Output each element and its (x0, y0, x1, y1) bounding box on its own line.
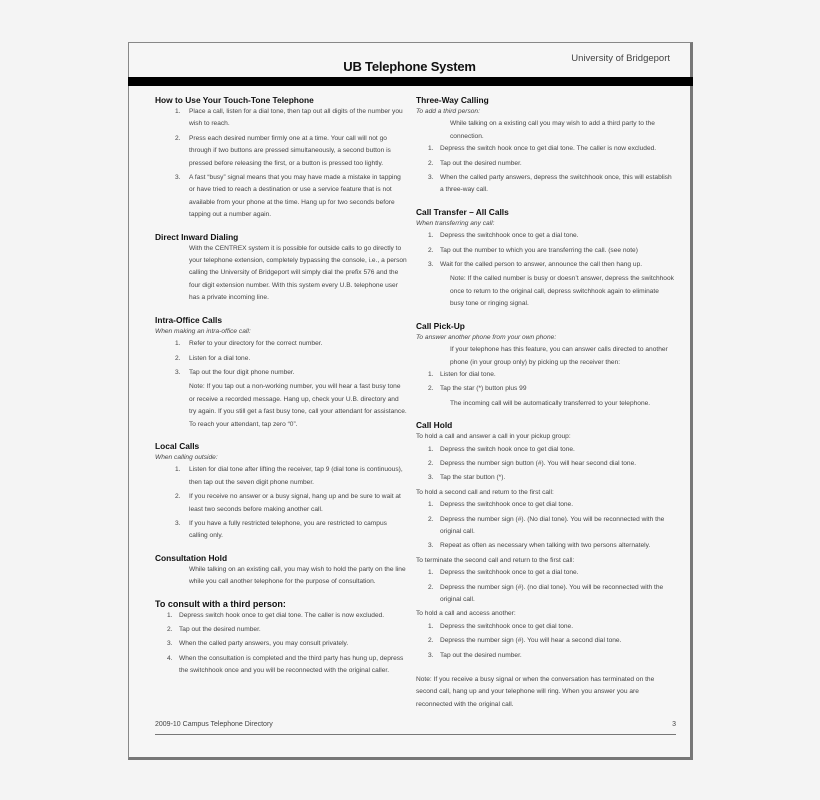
list-item (416, 635, 674, 647)
section-subheading: When calling outside: (155, 453, 218, 461)
list-item-text: Place a call, listen for a dial tone, then tap out all digits of the number you wish to reach. (189, 108, 403, 128)
list-item-text: If you have a fully restricted telephone, you are restricted to campus calling only. (189, 519, 387, 540)
section-touchtone (155, 95, 407, 222)
list-item-text: If you receive no answer or a busy signal, hang up and be sure to wait at least two seconds before making another call. (189, 493, 401, 513)
list-item (416, 540, 674, 552)
header-divider-bar (128, 77, 693, 86)
section-heading: Intra-Office Calls (155, 314, 223, 325)
list-item (416, 650, 674, 662)
list-item-number: 1. (428, 232, 434, 240)
list-item (416, 514, 674, 539)
local-calls-list (155, 464, 407, 542)
call-hold-list (416, 499, 674, 553)
section-direct-inward-dialing (155, 232, 407, 305)
list-item (155, 338, 407, 350)
list-item-number: 1. (428, 501, 434, 509)
list-item-number: 2. (428, 583, 434, 591)
list-item-text: Depress the number sign (#). (No dial tone). You will be reconnected with the original call. (440, 515, 665, 535)
call-hold-list (416, 444, 674, 485)
list-item-text: Depress the switchhook once to get dial tone. (440, 622, 574, 630)
list-item-number: 2. (428, 246, 434, 254)
section-subheading: To add a third person: (416, 108, 480, 115)
list-item-text: Depress the switchhook once to get dial tone. (440, 501, 574, 509)
list-item-number: 2. (428, 515, 434, 523)
list-item-text: Tap out the number to which you are transferring the call. (see note) (440, 246, 638, 254)
list-item-text: Depress the switch hook once to get dial tone. The caller is now excluded. (440, 145, 657, 153)
list-item (155, 638, 407, 650)
list-item (416, 444, 674, 456)
section-heading: Consultation Hold (155, 552, 228, 563)
list-item (416, 582, 674, 607)
list-item-text: Depress the number sign (#). (no dial tone). You will be reconnected with the original call. (440, 583, 664, 603)
footer-directory-title: 2009-10 Campus Telephone Directory (155, 721, 273, 728)
list-item-number: 1. (167, 611, 173, 619)
list-item-number: 1. (428, 370, 434, 378)
list-item-number: 1. (428, 622, 434, 630)
section-call-hold (416, 420, 674, 711)
section-body: With the CENTREX system it is possible for outside calls to go directly to your telephone extension, completely bypassing the console, i.e., a person calling the University of Bridgeport will simply dial the prefix 576 and the four digit extension number. With this system every U.B. telephone user has a private incoming line. (189, 244, 407, 302)
list-item-text: Listen for a dial tone. (189, 354, 251, 362)
footer-divider (155, 734, 676, 735)
list-item-number: 3. (428, 174, 434, 182)
list-item (416, 369, 674, 381)
section-heading: Direct Inward Dialing (155, 231, 239, 242)
list-item-number: 3. (428, 651, 434, 659)
section-three-way-calling (416, 95, 674, 197)
list-item-text: Tap the star button (*). (440, 474, 506, 482)
list-item-text: Tap the star (*) button plus 99 (440, 385, 527, 393)
list-item-text: Depress the switchhook once to get a dial tone. (440, 569, 579, 577)
call-hold-group-label: To hold a second call and return to the first call: (416, 488, 554, 496)
call-hold-group-label: To terminate the second call and return to the first call: (416, 556, 575, 564)
list-item-number: 2. (428, 385, 434, 393)
list-item-number: 1. (428, 569, 434, 577)
list-item (155, 624, 407, 636)
list-item (155, 653, 407, 678)
list-item-number: 1. (428, 445, 434, 453)
list-item-number: 3. (175, 174, 181, 182)
list-item-text: Listen for dial tone. (440, 370, 496, 378)
section-subheading: When transferring any call: (416, 219, 495, 227)
list-item (155, 518, 407, 543)
list-item (155, 106, 407, 131)
section-outro: The incoming call will be automatically transferred to your telephone. (450, 399, 651, 407)
list-item (416, 621, 674, 633)
list-item-text: Depress switch hook once to get dial tone. The caller is now excluded. (179, 611, 385, 619)
list-item (416, 230, 674, 242)
call-hold-group-label: To hold a call and answer a call in your pickup group: (416, 433, 571, 441)
section-subheading: To answer another phone from your own phone: (416, 333, 557, 341)
list-item-text: Press each desired number firmly one at a time. Your call will not go through if two buttons are pressed simultaneously, a second button is pressed before releasing the first, or a button is pressed too lightly. (189, 134, 391, 167)
list-item-number: 1. (428, 145, 434, 153)
right-column (416, 95, 674, 721)
list-item-text: Tap out the desired number. (440, 159, 522, 167)
list-item (155, 172, 407, 222)
list-item (155, 353, 407, 365)
list-item (155, 367, 407, 379)
list-item (416, 245, 674, 257)
section-note: Note: If the called number is busy or doesn’t answer, depress the switchhook once to return to the original call, depress switchhook again to eliminate busy tone or ringing signal. (450, 275, 674, 308)
list-item-text: When the called party answers, depress the switchhook once, this will establish a three-way call. (440, 174, 672, 194)
list-item (155, 491, 407, 516)
list-item-number: 3. (428, 474, 434, 482)
list-item (416, 567, 674, 579)
call-hold-groups (416, 431, 674, 662)
list-item-text: A fast “busy” signal means that you may have made a mistake in tapping or have tried to reach a destination or use a service feature that is not available from your phone at the time. Hang up for two seconds before tapping out a number again. (189, 174, 401, 219)
section-heading: Call Pick-Up (416, 320, 465, 331)
section-subheading: When making an intra-office call: (155, 327, 251, 335)
list-item-number: 2. (175, 493, 181, 501)
list-item-text: Depress the number sign button (#). You will hear second dial tone. (440, 459, 637, 467)
left-column (155, 95, 407, 688)
section-local-calls (155, 441, 407, 543)
section-body: While talking on an existing call, you may wish to hold the party on the line while you call another telephone for the purpose of consultation. (189, 565, 406, 586)
list-item-text: Repeat as often as necessary when talking with two persons alternately. (440, 542, 651, 550)
list-item (416, 458, 674, 470)
list-item-text: Depress the switch hook once to get dial tone. (440, 445, 575, 453)
list-item-number: 1. (175, 466, 181, 474)
list-item (416, 158, 674, 170)
section-heading: Three-Way Calling (416, 95, 489, 105)
list-item-text: When the consultation is completed and the third party has hung up, depress the switchhook once and you will be reconnected with the original caller. (179, 654, 404, 675)
document-page (128, 42, 693, 760)
list-item (416, 259, 674, 271)
list-item-text: When the called party answers, you may consult privately. (179, 640, 349, 648)
list-item-number: 2. (175, 134, 181, 142)
list-item-number: 4. (167, 654, 173, 662)
list-item-number: 2. (428, 159, 434, 167)
list-item-text: Depress the switchhook once to get a dial tone. (440, 232, 579, 240)
section-third-person (155, 599, 407, 678)
section-call-transfer (416, 207, 674, 311)
section-heading: Local Calls (155, 440, 200, 451)
organization-name: University of Bridgeport (571, 53, 670, 64)
section-consultation-hold (155, 553, 407, 589)
list-item-text: Refer to your directory for the correct number. (189, 340, 323, 348)
page-number: 3 (672, 721, 676, 728)
list-item-number: 3. (167, 640, 173, 648)
list-item-number: 3. (175, 519, 181, 527)
list-item (416, 499, 674, 511)
list-item-text: Tap out the four digit phone number. (189, 368, 295, 376)
list-item-number: 2. (167, 626, 173, 633)
list-item-number: 3. (428, 261, 434, 269)
list-item-text: Depress the number sign (#). You will hear a second dial tone. (440, 637, 622, 645)
section-note: Note: If you tap out a non-working number, you will hear a fast busy tone or receive a recorded message. Hang up, check your U.B. directory and try again. If you still get a fast busy tone, call your attendant for assistance. To reach your attendant, tap zero “0”. (189, 383, 407, 428)
section-heading: Call Hold (416, 420, 453, 431)
list-item (416, 472, 674, 484)
three-way-list (416, 143, 674, 197)
section-note: Note: If you receive a busy signal or when the conversation has terminated on the second call, hang up and your telephone will ring. When you answer you are reconnected with the original call. (416, 676, 655, 708)
list-item-text: Listen for dial tone after lifting the receiver, tap 9 (dial tone is continuous), then tap out the seven digit phone number. (189, 466, 403, 486)
section-heading: Call Transfer – All Calls (416, 206, 509, 217)
list-item (155, 464, 407, 489)
call-pickup-list (416, 369, 674, 396)
third-person-list (155, 610, 407, 678)
list-item-number: 2. (428, 459, 434, 467)
call-hold-group-label: To hold a call and access another: (416, 610, 516, 618)
call-transfer-list (416, 230, 674, 271)
list-item-number: 1. (175, 108, 181, 115)
section-heading: To consult with a third person: (155, 598, 286, 609)
list-item (155, 610, 407, 622)
list-item-text: Tap out the desired number. (179, 626, 261, 633)
intra-office-list (155, 338, 407, 379)
list-item (416, 383, 674, 395)
list-item-number: 1. (175, 340, 181, 348)
list-item-number: 3. (428, 542, 434, 550)
section-intro: If your telephone has this feature, you can answer calls directed to another phone (in your group only) by picking up the receiver then: (450, 346, 668, 366)
page-title: UB Telephone System (343, 59, 476, 74)
list-item-text: Wait for the called person to answer, announce the call then hang up. (440, 261, 643, 269)
section-intro: While talking on a existing call you may wish to add a third party to the connection. (450, 120, 655, 140)
list-item-number: 2. (428, 637, 434, 645)
list-item (155, 133, 407, 170)
section-heading: How to Use Your Touch-Tone Telephone (155, 95, 314, 105)
section-intra-office (155, 315, 407, 431)
list-item-number: 3. (175, 368, 181, 376)
list-item-number: 2. (175, 354, 181, 362)
call-hold-list (416, 621, 674, 662)
list-item (416, 143, 674, 155)
touchtone-list (155, 106, 407, 222)
list-item (416, 172, 674, 197)
call-hold-list (416, 567, 674, 606)
section-call-pickup (416, 321, 674, 410)
list-item-text: Tap out the desired number. (440, 651, 522, 659)
